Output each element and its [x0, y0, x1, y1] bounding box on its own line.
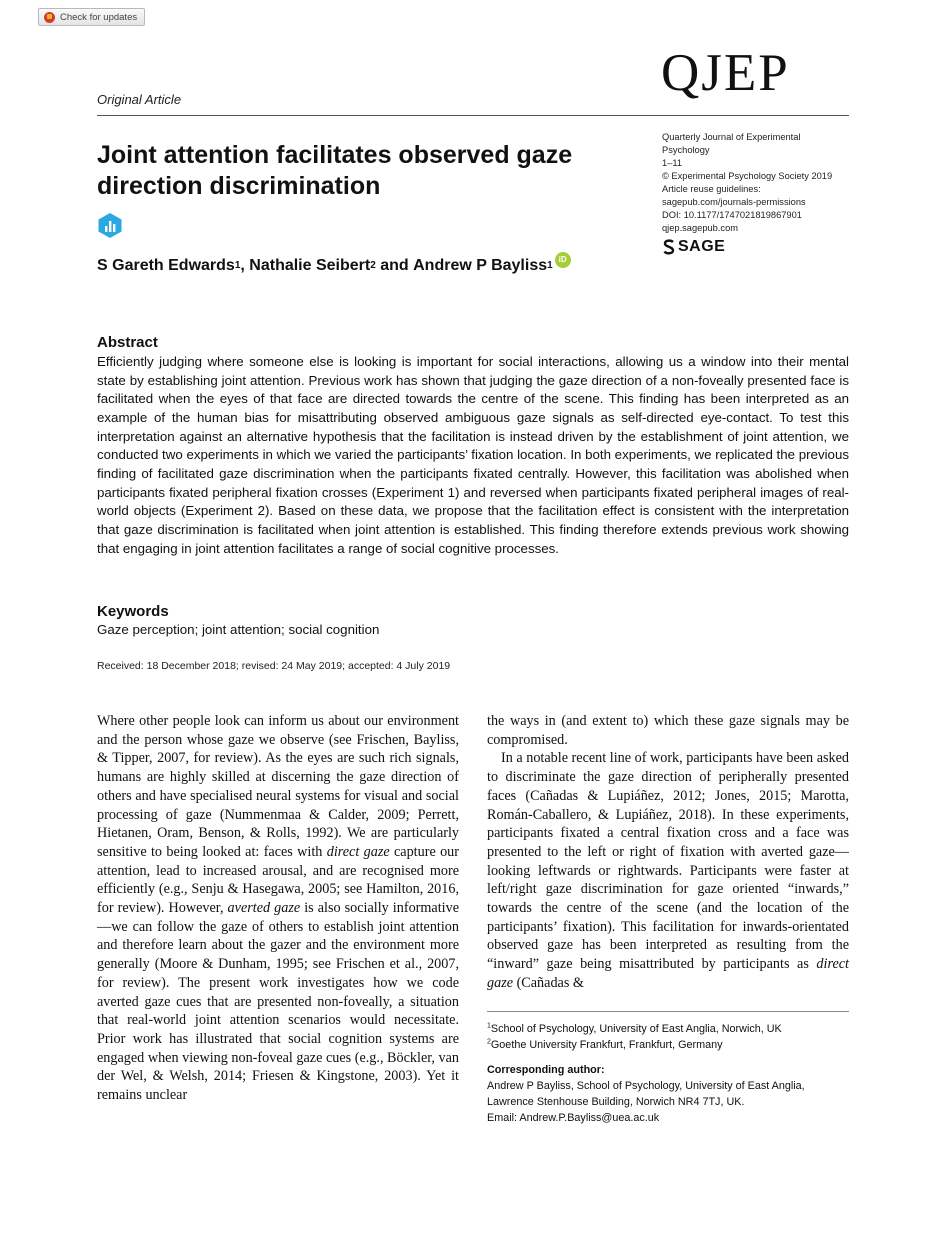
body-paragraph — [487, 749, 849, 992]
affiliations — [487, 1021, 782, 1053]
publication-dates: Received: 18 December 2018; revised: 24 May 2019; accepted: 4 July 2019 — [97, 660, 451, 672]
corresponding-author-heading: Corresponding author: — [487, 1064, 605, 1076]
doi[interactable]: DOI: 10.1177/1747021819867901 — [662, 210, 802, 220]
orcid-icon[interactable]: iD — [555, 252, 571, 268]
sage-logo-text: SAGE — [678, 238, 726, 255]
body-text: Where other people look can inform us about our environment and the person whose gaze we observe (see Frischen, Bayliss, & Tipper, 2007, for review). As the eyes are such rich signals, humans are highly skilled at discerning the gaze direction of others and have specialised neural systems for visual and social processing of gaze (Nummenmaa & Calder, 2009; Perrett, Hietanen, Oram, Benson, & Rolls, 1992). We are particularly sensitive to being looked at: faces with — [97, 713, 459, 860]
article-type: Original Article — [97, 92, 182, 107]
affiliation — [487, 1021, 782, 1037]
abstract-section — [97, 334, 849, 558]
journal-info — [662, 131, 862, 235]
header-rule — [97, 115, 849, 116]
author-separator: and — [375, 257, 414, 274]
body-text: is also socially informative—we can follow the gaze of others to establish joint attention and therefore learn about the gazer and the environment more generally (Moore & Dunham, 1995; see Frischen et al., 2007, for review). The present work investigates how we code averted gaze cues that are presented non-foveally, a situation that real-world joint attention scenarios would necessitate. Prior work has illustrated that social cognition systems are engaged when viewing non-foveal gaze cues (e.g., Böckler, van der Wel, & Welsh, 2014; Friesen & Kingstone, 2003). Yet it remains unclear — [97, 900, 459, 1104]
author-name: S Gareth Edwards — [97, 257, 235, 274]
copyright: © Experimental Psychology Society 2019 — [662, 171, 833, 181]
reuse-guidelines-label: Article reuse guidelines: — [662, 184, 761, 194]
affiliation-marker: 2 — [487, 1038, 491, 1046]
page-range: 1–11 — [662, 158, 682, 168]
data-badge-icon[interactable] — [97, 212, 123, 239]
body-text: capture our attention, lead to increased arousal, and are recognised more efficiently (e.g., Senju & Hasegawa, 2005; see Hamilton, 2016, for review). However, — [97, 843, 459, 917]
crossmark-icon — [44, 12, 55, 23]
corresponding-author-email[interactable]: Email: Andrew.P.Bayliss@uea.ac.uk — [487, 1112, 660, 1124]
footnote-rule — [487, 1011, 849, 1012]
affiliation — [487, 1037, 782, 1053]
abstract-text: Efficiently judging where someone else is looking is important for social interactions, allowing us a window into their mental state by establishing joint attention. Previous work has shown that judging the gaze direction of a non-foveally presented face is facilitated when the eyes of that face are directed towards the centre of the scene. This finding has been interpreted as an example of the human bias for misattributing observed ambiguous gaze signals as self-directed eye-contact. To test this interpretation against an alternative hypothesis that the facilitation is instead driven by the establishment of joint attention, we conducted two experiments in which we varied the participants’ fixation location. In both experiments, we replicated the previous finding of facilitated gaze discrimination when the participants fixated centrally. However, this facilitation was abolished when participants fixated peripheral fixation crosses (Experiment 1) and reversed when participants fixated peripheral images of real-world objects (Experiment 2). Based on these data, we propose that the facilitation effect is consistent with the interpretation that gaze discrimination is facilitated when joint attention is established. This finding therefore extends previous work showing that engaging in joint attention facilitates a range of social cognitive processes. — [97, 354, 849, 556]
author-list: S Gareth Edwards 1 , Nathalie Seibert 2 and Andrew P Bayliss 1 iD — [97, 257, 571, 275]
body-column-right — [487, 712, 849, 993]
corresponding-author-address: Andrew P Bayliss, School of Psychology, University of East Anglia, — [487, 1080, 805, 1092]
body-column-left — [97, 712, 459, 1105]
author-name: Nathalie Seibert — [249, 257, 371, 274]
emphasis-text: direct gaze — [487, 956, 849, 991]
article-title: Joint attention facilitates observed gaze direction discrimination — [97, 141, 573, 200]
body-text: (Cañadas & — [513, 974, 584, 991]
journal-logo: QJEP — [661, 44, 790, 102]
emphasis-text: direct gaze — [326, 843, 390, 860]
check-for-updates-label: Check for updates — [60, 11, 138, 23]
corresponding-author — [487, 1062, 805, 1126]
body-paragraph: the ways in (and extent to) which these gaze signals may be compromised. — [487, 713, 849, 748]
journal-name-line-1: Quarterly Journal of Experimental — [662, 132, 801, 142]
journal-name-line-2: Psychology — [662, 145, 710, 155]
check-for-updates-button[interactable] — [38, 8, 145, 26]
author-separator: , — [240, 257, 250, 274]
journal-url[interactable]: qjep.sagepub.com — [662, 223, 738, 233]
sage-logo-icon — [662, 239, 676, 255]
abstract-heading: Abstract — [97, 334, 158, 351]
permissions-link[interactable]: sagepub.com/journals-permissions — [662, 197, 806, 207]
corresponding-author-building: Lawrence Stenhouse Building, Norwich NR4 7TJ, UK. — [487, 1096, 745, 1108]
keywords-text: Gaze perception; joint attention; social cognition — [97, 622, 380, 637]
body-paragraph — [97, 712, 459, 1105]
affiliation-marker: 1 — [487, 1022, 491, 1030]
affiliation-text: School of Psychology, University of East Anglia, Norwich, UK — [490, 1023, 782, 1035]
author-name: Andrew P Bayliss — [413, 257, 548, 274]
keywords-section — [97, 603, 849, 637]
sage-logo — [662, 238, 725, 256]
emphasis-text: averted gaze — [227, 900, 301, 917]
keywords-heading: Keywords — [97, 603, 169, 620]
body-text: In a notable recent line of work, participants have been asked to discriminate the gaze direction of peripherally presented faces (Cañadas & Lupiáñez, 2012; Jones, 2015; Marotta, Román-Caballero, & Lupiáñez, 2018). In these experiments, participants fixated a central fixation cross and a face was presented to the left or right of fixation with averted gaze—looking leftwards or rightwards. Participants were faster at left/right gaze discrimination for gaze oriented “inwards,” towards the centre of the scene (and the location of the participants’ fixation). This facilitation for inwards-orientated observed gaze has been interpreted as resulting from the “inward” gaze being misattributed by participants as — [487, 750, 849, 973]
affiliation-text: Goethe University Frankfurt, Frankfurt, Germany — [490, 1039, 723, 1051]
